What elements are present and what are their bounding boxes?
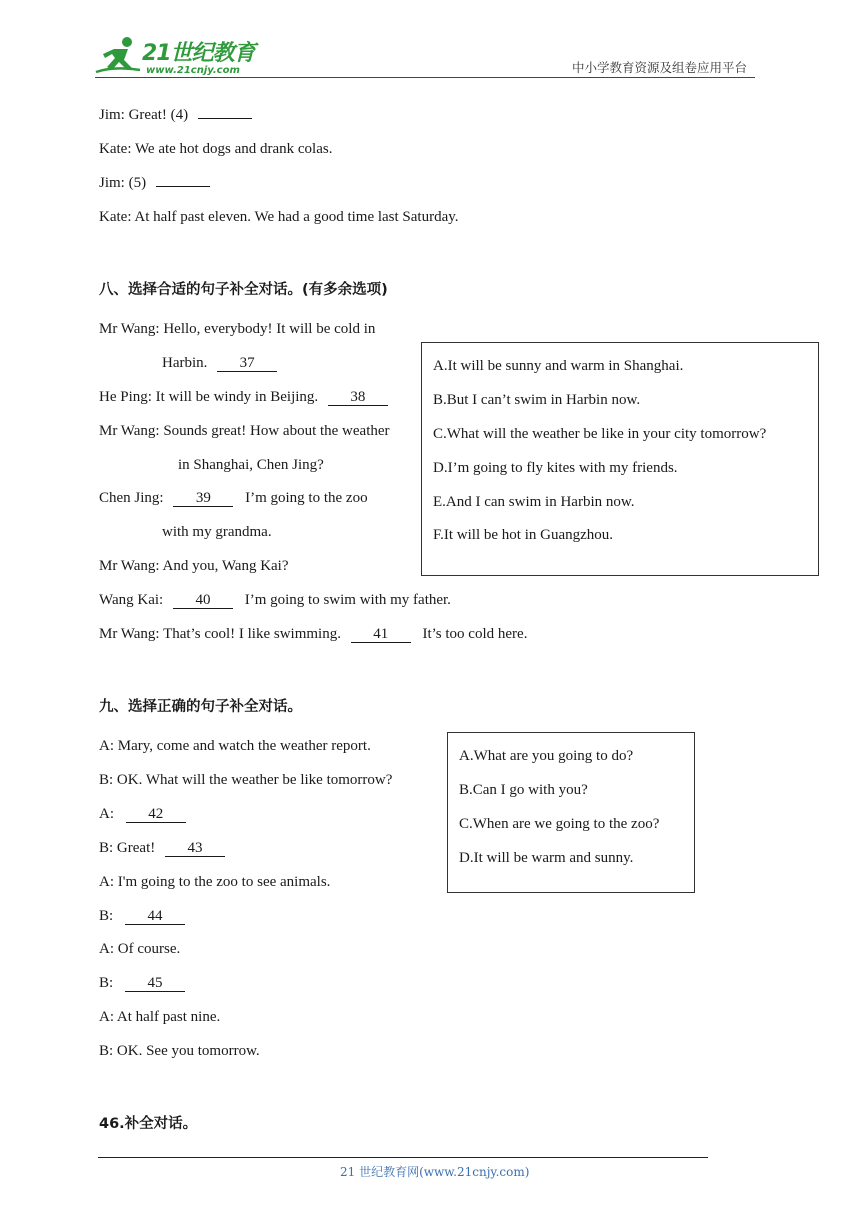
dialogue-line: A: 42	[99, 804, 188, 824]
option-item: C.When are we going to the zoo?	[459, 816, 660, 832]
answer-blank[interactable]	[156, 186, 210, 187]
answer-blank-44[interactable]: 44	[125, 908, 185, 925]
option-item: A.What are you going to do?	[459, 748, 634, 764]
answer-blank-37[interactable]: 37	[217, 355, 277, 372]
answer-blank-39[interactable]: 39	[173, 490, 233, 507]
footer-rule	[98, 1157, 708, 1158]
option-item: E.And I can swim in Harbin now.	[433, 494, 635, 510]
logo-main-text: 21世纪教育	[142, 41, 255, 66]
runner-logo-icon	[94, 36, 142, 76]
section-9-options-box	[447, 732, 695, 893]
answer-blank-40[interactable]: 40	[173, 592, 233, 609]
dialogue-line: A: Of course.	[99, 941, 181, 957]
option-item: C.What will the weather be like in your city tomorrow?	[433, 426, 767, 442]
dialogue-line: A: I'm going to the zoo to see animals.	[99, 874, 331, 890]
option-item: B.But I can’t swim in Harbin now.	[433, 392, 641, 408]
dialogue-line: Mr Wang: Sounds great! How about the weather	[99, 423, 390, 439]
header-rule	[95, 77, 755, 78]
dialogue-line: He Ping: It will be windy in Beijing. 38	[99, 387, 390, 407]
dialogue-line: B: Great! 43	[99, 838, 227, 858]
answer-blank-42[interactable]: 42	[126, 806, 186, 823]
dialogue-line: B: 45	[99, 973, 187, 993]
dialogue-line: Mr Wang: That’s cool! I like swimming. 41 It’s too cold here.	[99, 626, 528, 642]
dialogue-line: Mr Wang: And you, Wang Kai?	[99, 558, 289, 574]
header	[0, 0, 860, 80]
option-item: A.It will be sunny and warm in Shanghai.	[433, 358, 684, 374]
dialogue-line: Wang Kai: 40 I’m going to swim with my father.	[99, 592, 451, 608]
dialogue-line: A: At half past nine.	[99, 1009, 221, 1025]
dialogue-line: Kate: We ate hot dogs and drank colas.	[99, 141, 333, 157]
dialogue-line: in Shanghai, Chen Jing?	[178, 457, 324, 473]
section-8-title: 八、选择合适的句子补全对话。(有多余选项)	[99, 282, 388, 298]
dialogue-line: Chen Jing: 39 I’m going to the zoo	[99, 490, 368, 506]
answer-blank-41[interactable]: 41	[351, 626, 411, 643]
answer-blank-43[interactable]: 43	[165, 840, 225, 857]
option-item: B.Can I go with you?	[459, 782, 588, 798]
footer-text[interactable]: 21 世纪教育网(www.21cnjy.com)	[340, 1165, 530, 1179]
dialogue-line: Jim: Great! (4)	[99, 105, 254, 125]
logo	[94, 36, 264, 78]
section-9-title: 九、选择正确的句子补全对话。	[99, 699, 302, 715]
logo-sub-text: www.21cnjy.com	[146, 65, 240, 76]
option-item: D.It will be warm and sunny.	[459, 850, 634, 866]
answer-blank-45[interactable]: 45	[125, 975, 185, 992]
dialogue-line: Jim: (5)	[99, 173, 212, 193]
dialogue-line: Harbin. 37	[162, 353, 279, 373]
header-tagline: 中小学教育资源及组卷应用平台	[572, 60, 748, 75]
dialogue-line: with my grandma.	[162, 524, 272, 540]
answer-blank-38[interactable]: 38	[328, 389, 388, 406]
option-item: D.I’m going to fly kites with my friends.	[433, 460, 678, 476]
option-item: F.It will be hot in Guangzhou.	[433, 527, 614, 543]
dialogue-line: Kate: At half past eleven. We had a good time last Saturday.	[99, 209, 459, 225]
dialogue-line: B: 44	[99, 906, 187, 926]
dialogue-line: Mr Wang: Hello, everybody! It will be cold in	[99, 321, 376, 337]
answer-blank[interactable]	[198, 118, 252, 119]
dialogue-line: B: OK. What will the weather be like tomorrow?	[99, 772, 393, 788]
dialogue-line: B: OK. See you tomorrow.	[99, 1043, 260, 1059]
section-8-options-box	[421, 342, 819, 576]
dialogue-line: A: Mary, come and watch the weather report.	[99, 738, 371, 754]
question-46-title: 46.补全对话。	[99, 1116, 198, 1132]
